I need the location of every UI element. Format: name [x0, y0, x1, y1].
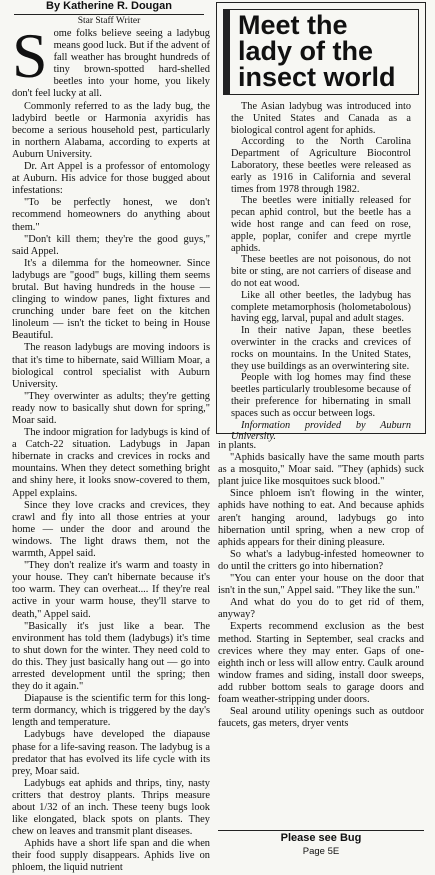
article-paragraph: Commonly referred to as the lady bug, the ladybird beetle or Harmonia axyridis has become a serious household pest, particularly in northern Alabama, according to experts at Auburn University.: [12, 100, 210, 160]
article-paragraph: The indoor migration for ladybugs is kind of a Catch-22 situation. Ladybugs in Japan hibernate in cracks and crevices in rocks and mountains. When they detect something bright and shiny here, it looks snow-covered to them, Appel explains.: [12, 427, 210, 499]
article-paragraph: ome folks believe seeing a ladybug means good luck. But if the advent of fall weather has brought hundreds of tiny brown-spotted hard-shelled beetles into your home, you likely don't feel lucky at all.: [12, 28, 210, 100]
article-paragraph: Ladybugs eat aphids and thrips, tiny, nasty critters that destroy plants. Thrips measure about 1/32 of an inch. These teeny bugs look like elongated, black spots on plants. They chew on leaves and transmit plant diseases.: [12, 777, 210, 838]
article-paragraph: "Aphids basically have the same mouth parts as a mosquito," Moar said. "They (aphids) suck plant juice like mosquitoes suck blood.": [218, 452, 424, 488]
article-paragraph: Since they love cracks and crevices, they crawl and fly into all those entries at your home — under the door and around the windows. The light draws them, not the warmth, Appel said.: [12, 499, 210, 560]
byline: By Katherine R. Dougan: [14, 0, 204, 15]
sidebar-title-line: insect world: [238, 62, 396, 92]
article-paragraph: Diapause is the scientific term for this long-term dormancy, which is triggered by the day's length and temperature.: [12, 693, 210, 729]
article-paragraph: Experts recommend exclusion as the best method. Starting in September, seal cracks and crevices where they may enter. Gaps of one-eighth inch or less will allow entry. Caulk around window frames and siding, install door sweeps, add rubber bottom seals to garage doors and foam weather-stripping under doors.: [218, 621, 424, 705]
sidebar-title: [223, 9, 419, 95]
continuation-line: Please see Bug: [218, 830, 424, 844]
article-paragraph: in plants.: [218, 440, 257, 451]
sidebar-box: [216, 2, 426, 443]
article-paragraph: Ladybugs have developed the diapause phase for a life-saving reason. The ladybug is a predator that has evolved its life cycle with its prey, Moar said.: [12, 729, 210, 777]
article-paragraph: Aphids have a short life span and die when their food supply disappears. Aphids live on phloem, the liquid nutrient: [12, 838, 210, 874]
article-paragraph: "They don't realize it's warm and toasty in your house. They can't hibernate because it's too warm. They can overheat.... If they're real active in your warm house, they'll starve to death," Appel said.: [12, 560, 210, 620]
sidebar-title-line: Meet the: [238, 10, 348, 40]
article-paragraph: "To be perfectly honest, we don't recommend homeowners do anything about them.": [12, 197, 210, 233]
article-paragraph: Since phloem isn't flowing in the winter, aphids have nothing to eat. And because aphids aren't hanging around, ladybugs go into hibernation until spring, when a new crop of aphids appears for their dining pleasure.: [218, 488, 424, 548]
sidebar-paragraph: According to the North Carolina Department of Agriculture Biocontrol Laboratory, these beetles were released as early as 1916 in California and several times from 1978 through 1982.: [231, 136, 411, 195]
drop-cap: S: [12, 20, 48, 91]
article-paragraph: The reason ladybugs are moving indoors is that it's time to hibernate, said William Moar, a biological control specialist with Auburn University.: [12, 342, 210, 390]
article-paragraph: It's a dilemma for the homeowner. Since ladybugs are "good" bugs, killing them seems brutal. But having hundreds in the house — clinging to window panes, light fixtures and crunching under bare feet on the kitchen linoleum — isn't the ticket to being in House Beautiful.: [12, 257, 210, 342]
newspaper-page: [4, 0, 432, 874]
sidebar-body: [217, 95, 425, 443]
sidebar-paragraph: People with log homes may find these beetles particularly troublesome because of their preference for hibernating in small spaces such as occur between logs.: [231, 372, 411, 419]
article-paragraph: "Basically it's just like a bear. The environment has told them (ladybugs) it's time to shut down for the winter. They need cold to do this. They just basically hang out — go into arrested development until the spring; then they do it again.": [12, 620, 210, 693]
article-paragraph: "You can enter your house on the door that isn't in the sun," Appel said. "They like the sun.": [218, 573, 424, 597]
sidebar-title-line: lady of the: [238, 36, 374, 66]
sidebar-credit: Information provided by Auburn University.: [231, 419, 411, 443]
article-paragraph: And what do you do to get rid of them, anyway?: [218, 597, 424, 621]
sidebar-paragraph: In their native Japan, these beetles overwinter in the cracks and crevices of rocks on mountains. In the United States, they use buildings as an overwintering site.: [231, 325, 411, 372]
page-reference: Page 5E: [302, 846, 340, 857]
article-paragraph: "They overwinter as adults; they're getting ready now to basically shut down for spring," Moar said.: [12, 390, 210, 426]
article-paragraph: So what's a ladybug-infested homeowner to do until the critters go into hibernation?: [218, 548, 424, 572]
article-paragraph: "Don't kill them; they're the good guys," said Appel.: [12, 233, 210, 257]
sidebar-paragraph: The Asian ladybug was introduced into the United States and Canada as a biological control agent for aphids.: [231, 101, 411, 136]
sidebar-paragraph: The beetles were initially released for pecan aphid control, but the beetle has a wide host range and can feed on rose, apple, poplar, conifer and crepe myrtle aphids.: [231, 195, 411, 254]
staff-line: Star Staff Writer: [77, 16, 141, 26]
sidebar-paragraph: Like all other beetles, the ladybug has complete metamorphosis (holometabolous) having egg, larval, pupal and adult stages.: [231, 289, 411, 325]
article-paragraph: Dr. Art Appel is a professor of entomology at Auburn. His advice for those bugged about infestations:: [12, 161, 210, 197]
article-paragraph: Seal around utility openings such as outdoor faucets, gas meters, dryer vents: [218, 706, 424, 730]
article-column-continued: [218, 440, 424, 730]
sidebar-paragraph: These beetles are not poisonous, do not bite or sting, are not carriers of disease and do not eat wood.: [231, 254, 411, 289]
